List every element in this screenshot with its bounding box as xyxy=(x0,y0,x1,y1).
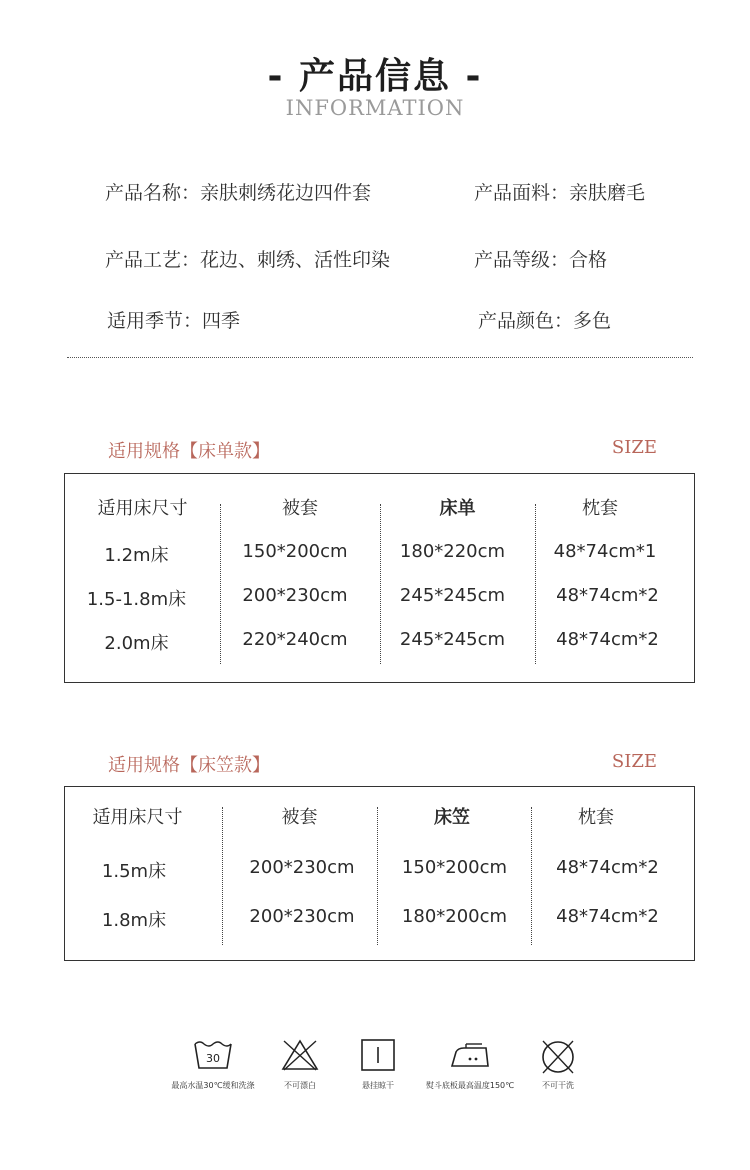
table-cell: 1.8m床 xyxy=(101,910,167,931)
table-header: 被套 xyxy=(281,807,318,828)
table-header: 适用床尺寸 xyxy=(97,498,188,519)
table-cell: 48*74cm*2 xyxy=(556,629,659,650)
product-season: 适用季节：四季 xyxy=(107,310,241,332)
fitted-size-label: SIZE xyxy=(611,751,657,772)
table-cell: 180*200cm xyxy=(401,906,508,927)
sheet-section-label: 适用规格【床单款】 xyxy=(108,441,270,462)
wash-temp-label: 30 xyxy=(206,1052,220,1065)
hang-dry-icon xyxy=(358,1038,398,1072)
care-item-dryclean xyxy=(513,1038,603,1091)
table-header: 适用床尺寸 xyxy=(92,807,183,828)
table-cell: 48*74cm*2 xyxy=(556,585,659,606)
sheet-size-label: SIZE xyxy=(611,437,657,458)
product-craft: 产品工艺：花边、刺绣、活性印染 xyxy=(105,249,391,271)
table-cell: 220*240cm xyxy=(242,629,348,650)
fitted-section-label: 适用规格【床笠款】 xyxy=(108,755,270,776)
table-header: 枕套 xyxy=(578,807,614,828)
table-cell: 245*245cm xyxy=(399,629,506,650)
table-header: 被套 xyxy=(282,498,318,519)
product-color: 产品颜色：多色 xyxy=(478,310,612,332)
page-title: - 产品信息 - xyxy=(267,56,483,97)
care-item-wash xyxy=(168,1038,258,1091)
table-header: 床笠 xyxy=(434,807,470,828)
table-cell: 150*200cm xyxy=(242,541,348,562)
table-cell: 48*74cm*2 xyxy=(556,906,659,927)
care-item-iron xyxy=(425,1038,515,1091)
table-cell: 2.0m床 xyxy=(104,633,169,654)
iron-150-icon xyxy=(448,1038,492,1072)
fitted-spec-table xyxy=(64,786,695,961)
table-cell: 1.2m床 xyxy=(104,545,169,566)
care-label: 悬挂晾干 xyxy=(362,1081,394,1090)
sheet-spec-table xyxy=(64,473,695,683)
table-cell: 48*74cm*2 xyxy=(556,857,659,878)
table-cell: 200*230cm xyxy=(242,585,348,606)
table-cell: 200*230cm xyxy=(249,906,355,927)
product-fabric: 产品面料：亲肤磨毛 xyxy=(474,182,646,204)
table-header: 枕套 xyxy=(582,498,618,519)
table-header: 床单 xyxy=(439,498,476,519)
page-subtitle: INFORMATION xyxy=(285,96,465,120)
table-cell: 180*220cm xyxy=(399,541,506,562)
table-cell: 48*74cm*1 xyxy=(553,541,657,562)
care-item-bleach xyxy=(255,1038,345,1091)
divider xyxy=(67,357,693,358)
care-label: 最高水温30℃缓和洗涤 xyxy=(171,1081,255,1090)
table-cell: 1.5m床 xyxy=(101,861,167,882)
product-grade: 产品等级：合格 xyxy=(474,249,608,271)
product-name: 产品名称：亲肤刺绣花边四件套 xyxy=(105,182,372,204)
care-label: 不可漂白 xyxy=(284,1081,316,1090)
no-dry-clean-icon xyxy=(538,1038,578,1076)
care-label: 熨斗底板最高温度150℃ xyxy=(425,1081,515,1090)
care-item-hang xyxy=(333,1038,423,1091)
wash-30-icon xyxy=(193,1038,233,1072)
care-label: 不可干洗 xyxy=(542,1081,574,1090)
table-cell: 1.5-1.8m床 xyxy=(86,589,187,610)
no-bleach-icon xyxy=(280,1038,320,1072)
table-cell: 245*245cm xyxy=(399,585,506,606)
table-cell: 150*200cm xyxy=(401,857,508,878)
table-cell: 200*230cm xyxy=(249,857,355,878)
